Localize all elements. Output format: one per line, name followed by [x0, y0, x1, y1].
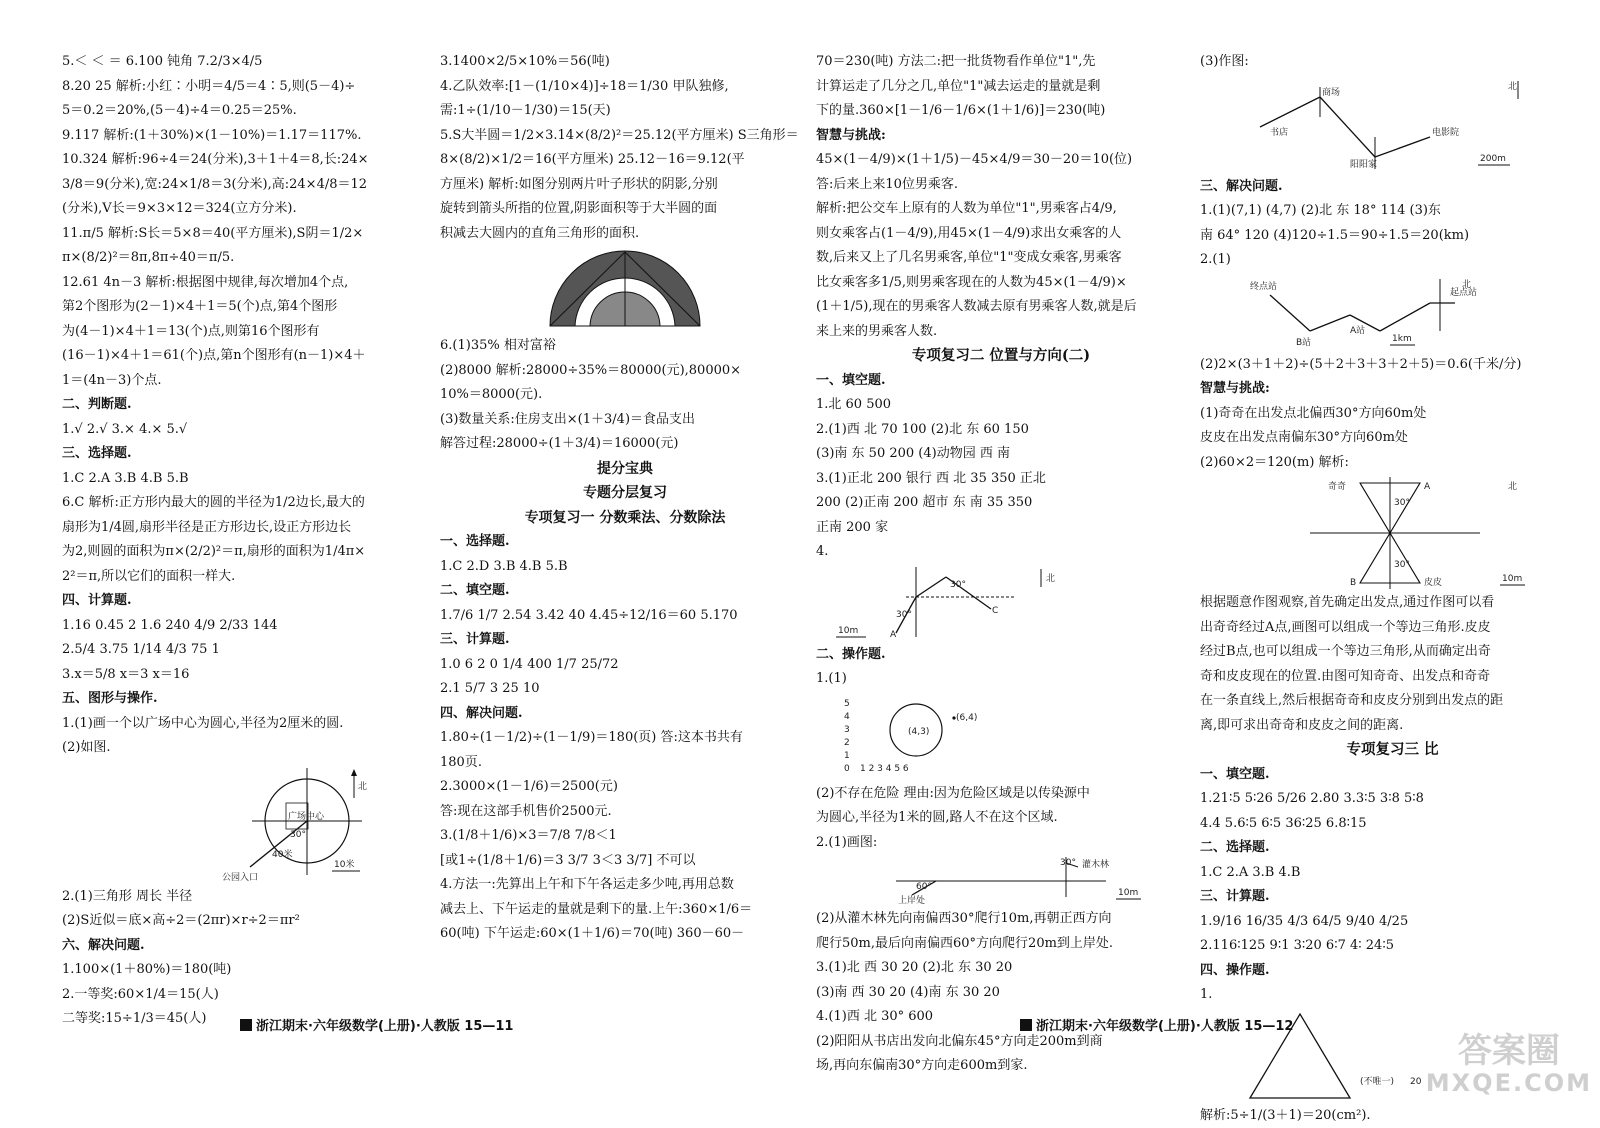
answer-line: 2.3000×(1－1/6)＝2500(元)	[440, 775, 810, 800]
footer-square-icon	[1020, 1019, 1032, 1031]
answer-line: 1.	[1200, 983, 1585, 1008]
answer-line: 三、选择题.	[62, 442, 432, 467]
answer-line: 南 64° 120 (4)120÷1.5＝90÷1.5＝20(km)	[1200, 224, 1585, 249]
left-column-2	[440, 50, 810, 947]
right-column-2	[1200, 50, 1585, 1128]
answer-line: (2)2×(3＋1＋2)÷(5＋2＋3＋3＋2＋5)＝0.6(千米/分)	[1200, 353, 1585, 378]
angle-2-label: 30°	[1394, 560, 1410, 570]
answer-line: 1.√ 2.√ 3.× 4.× 5.√	[62, 418, 432, 443]
footer-square-icon	[240, 1019, 252, 1031]
answer-line: (2)从灌木林先向南偏西30°爬行10m,再朝正西方向	[816, 907, 1186, 932]
answer-line: 12.61 4n－3 解析:根据图中规律,每次增加4个点,	[62, 271, 432, 296]
answer-line: 1.C 2.D 3.B 4.B 5.B	[440, 555, 810, 580]
answer-line: π×(8/2)²＝8π,8π÷40＝π/5.	[62, 246, 432, 271]
answer-line: 计算运走了几分之几,单位"1"减去运走的量就是剩	[816, 75, 1186, 100]
answer-line: 1.7/6 1/7 2.54 3.42 40 4.45÷12/16＝60 5.170	[440, 604, 810, 629]
answer-line: 一、填空题.	[816, 369, 1186, 394]
answer-line: 比女乘客多1/5,则男乘客现在的人数为45×(1－4/9)×	[816, 271, 1186, 296]
answer-line: (2)不存在危险 理由:因为危险区域是以传染源中	[816, 782, 1186, 807]
answer-line: 积减去大圆内的直角三角形的面积.	[440, 222, 810, 247]
answer-line: 2.116∶125 9∶1 3∶20 6∶7 4∶ 24∶5	[1200, 934, 1585, 959]
answer-line: (3)数量关系:住房支出×(1＋3/4)＝食品支出	[440, 408, 810, 433]
answer-line: 11.π/5 解析:S长＝5×8＝40(平方厘米),S阴＝1/2×	[62, 222, 432, 247]
answer-line: 三、解决问题.	[1200, 175, 1585, 200]
answer-line: 根据题意作图观察,首先确定出发点,通过作图可以看	[1200, 591, 1585, 616]
answer-line: 五、图形与操作.	[62, 687, 432, 712]
answer-line: 10.324 解析:96÷4＝24(分米),3＋1＋4＝8,长:24×	[62, 148, 432, 173]
answer-line: 一、填空题.	[1200, 763, 1585, 788]
mall-label: 商场	[1322, 86, 1340, 98]
ytick-5: 5	[844, 699, 850, 709]
right-footer	[1020, 1015, 1293, 1034]
direction-figure-4	[816, 567, 1186, 641]
answers-block-2c	[440, 530, 810, 947]
xticks: 1 2 3 4 5 6	[860, 764, 909, 774]
shore-figure	[816, 857, 1186, 905]
scale-label: 200m	[1480, 154, 1506, 164]
value-label: 20	[1410, 1077, 1422, 1087]
answer-line: 四、解决问题.	[440, 702, 810, 727]
bus-figure	[1200, 275, 1585, 351]
answer-line: 为2,则圆的面积为π×(2/2)²＝π,扇形的面积为1/4π×	[62, 540, 432, 565]
answer-line: 8.20 25 解析:小红∶小明＝4/5＝4∶5,则(5－4)÷	[62, 75, 432, 100]
pipi-label: 皮皮	[1424, 576, 1442, 588]
left-footer	[240, 1015, 513, 1034]
answer-line: 四、操作题.	[1200, 959, 1585, 984]
section-title-tifen: 提分宝典	[440, 457, 810, 482]
answers-block-4a	[1200, 50, 1585, 75]
angle-30-label: 30°	[1060, 858, 1076, 868]
answer-line: 180页.	[440, 751, 810, 776]
qiqi-label: 奇奇	[1328, 480, 1346, 492]
point-b-label: B	[1350, 578, 1356, 588]
answer-line: 200 (2)正南 200 超市 东 南 35 350	[816, 491, 1186, 516]
plaza-center-label: 广场中心	[288, 810, 325, 822]
answer-line: 皮皮在出发点南偏东30°方向60m处	[1200, 426, 1585, 451]
answer-line: 1.C 2.A 3.B 4.B 5.B	[62, 467, 432, 492]
answer-line: 在一条直线上,然后根据奇奇和皮皮分别到出发点的距	[1200, 689, 1585, 714]
answers-block-4d	[1200, 591, 1585, 738]
answer-line: 1.16 0.45 2 1.6 240 4/9 2/33 144	[62, 614, 432, 639]
scale-label: 10m	[838, 626, 858, 636]
north-label: 北	[358, 780, 367, 792]
answer-line: 2.(1)	[1200, 248, 1585, 273]
answer-line: 1.9/16 16/35 4/3 64/5 9/40 4/25	[1200, 910, 1585, 935]
answer-line: 第2个图形为(2－1)×4＋1＝5(个)点,第4个图形	[62, 295, 432, 320]
answer-line: 二、操作题.	[816, 643, 1186, 668]
answer-line: 答:后来上来10位男乘客.	[816, 173, 1186, 198]
point-c-label: C	[992, 606, 998, 616]
leaves-figure	[440, 248, 810, 332]
answer-line: 数,后来又上了几名男乘客,单位"1"变成女乘客,男乘客	[816, 246, 1186, 271]
cinema-figure	[1200, 77, 1585, 173]
answer-line: 3.1400×2/5×10%＝56(吨)	[440, 50, 810, 75]
answer-line: 2.(1)三角形 周长 半径	[62, 885, 432, 910]
answer-line: 4.	[816, 540, 1186, 565]
answer-line: 4.方法一:先算出上午和下午各运走多少吨,再用总数	[440, 873, 810, 898]
triangle-explanation: 解析:5÷1/(3＋1)＝20(cm²).	[1200, 1104, 1585, 1128]
scale-label: 10m	[1118, 888, 1138, 898]
answers-block-2	[440, 50, 810, 246]
answer-line: 下的量.360×[1－1/6－1/6×(1＋1/6)]＝230(吨)	[816, 99, 1186, 124]
section-title-layered: 专题分层复习	[440, 481, 810, 506]
bush-label: 灌木林	[1082, 858, 1109, 870]
answer-line: (分米),V长＝9×3×12＝324(立方分米).	[62, 197, 432, 222]
answer-line: 来上来的男乘客人数.	[816, 320, 1186, 345]
answer-line: 2.1 5/7 3 25 10	[440, 677, 810, 702]
angle-1-label: 30°	[896, 610, 912, 620]
section-title-review-3: 专项复习三 比	[1200, 738, 1585, 763]
scale-label: 10米	[334, 858, 354, 870]
answer-line: (16－1)×4＋1＝61(个)点,第n个图形有(n－1)×4＋	[62, 344, 432, 369]
answers-block-3c	[816, 643, 1186, 692]
answers-block-4c	[1200, 353, 1585, 476]
answer-line: 2²＝π,所以它们的面积一样大.	[62, 565, 432, 590]
answer-line: [或1÷(1/8＋1/6)＝3 3/7 3＜3 3/7] 不可以	[440, 849, 810, 874]
footer-text: 浙江期末·六年级数学(上册)·人教版 15—12	[1036, 1019, 1293, 1034]
answers-block-4b	[1200, 175, 1585, 273]
answer-line: 1＝(4n－3)个点.	[62, 369, 432, 394]
shore-label: 上岸处	[898, 894, 925, 905]
answer-line: 2.(1)西 北 70 100 (2)北 东 60 150	[816, 418, 1186, 443]
answer-line: (3)南 东 50 200 (4)动物园 西 南	[816, 442, 1186, 467]
ytick-3: 3	[844, 725, 850, 735]
answers-block-3b	[816, 369, 1186, 565]
answer-line: 45×(1－4/9)×(1＋1/5)－45×4/9＝30－20＝10(位)	[816, 148, 1186, 173]
answer-line: 奇和皮皮现在的位置.由图可知奇奇、出发点和奇奇	[1200, 665, 1585, 690]
answer-line: (2)如图.	[62, 736, 432, 761]
answer-line: 6.C 解析:正方形内最大的圆的半径为1/2边长,最大的	[62, 491, 432, 516]
plaza-figure	[62, 763, 432, 883]
answer-line: 解答过程:28000÷(1＋3/4)＝16000(元)	[440, 432, 810, 457]
answer-line: 需:1÷(1/10－1/30)＝15(天)	[440, 99, 810, 124]
scale-label: 1km	[1392, 334, 1412, 344]
answer-line: 四、计算题.	[62, 589, 432, 614]
answer-line: 三、计算题.	[440, 628, 810, 653]
north-label: 北	[1046, 572, 1055, 584]
footer-text: 浙江期末·六年级数学(上册)·人教版 15—11	[256, 1019, 513, 1034]
answer-line: 场,再向东偏南30°方向走600m到家.	[816, 1054, 1186, 1079]
answer-line: 旋转到箭头所指的位置,阴影面积等于大半圆的面	[440, 197, 810, 222]
answers-block-3e	[816, 907, 1186, 1079]
station-b-label: B站	[1296, 336, 1311, 348]
answer-line: 3.(1/8＋1/6)×3＝7/8 7/8＜1	[440, 824, 810, 849]
station-a-label: A站	[1350, 324, 1365, 336]
answer-line: (3)南 西 30 20 (4)南 东 30 20	[816, 981, 1186, 1006]
answer-line: 为圆心,半径为1米的圆,路人不在这个区域.	[816, 806, 1186, 831]
answer-line: 减去上、下午运走的量就是剩下的量.上午:360×1/6＝	[440, 898, 810, 923]
answer-line: 4.(1)西 北 30° 600	[816, 1005, 1186, 1030]
grid-figure	[816, 694, 1186, 780]
answer-line: 答:现在这部手机售价2500元.	[440, 800, 810, 825]
answer-line: 1.(1)(7,1) (4,7) (2)北 东 18° 114 (3)东	[1200, 199, 1585, 224]
answer-line: 方厘米) 解析:如图分别两片叶子形状的阴影,分别	[440, 173, 810, 198]
answer-line: 2.(1)画图:	[816, 831, 1186, 856]
answers-block-1	[62, 50, 432, 761]
answer-line: 5.S大半圆＝1/2×3.14×(8/2)²＝25.12(平方厘米) S三角形＝	[440, 124, 810, 149]
ytick-4: 4	[844, 712, 850, 722]
answer-line: 解析:把公交车上原有的人数为单位"1",男乘客占4/9,	[816, 197, 1186, 222]
answer-line: 智慧与挑战:	[1200, 377, 1585, 402]
section-title-review-1: 专项复习一 分数乘法、分数除法	[440, 506, 810, 531]
answer-line: 6.(1)35% 相对富裕	[440, 334, 810, 359]
answer-line: 10%＝8000(元).	[440, 383, 810, 408]
answer-line: 爬行50m,最后向南偏西60°方向爬行20m到上岸处.	[816, 932, 1186, 957]
note-label: (不唯一)	[1360, 1075, 1394, 1087]
answer-line: 二、选择题.	[1200, 836, 1585, 861]
answer-line: 离,即可求出奇奇和皮皮之间的距离.	[1200, 714, 1585, 739]
left-column-1	[62, 50, 432, 1032]
bookstore-label: 书店	[1270, 126, 1288, 138]
angle-60-label: 60°	[916, 882, 932, 892]
answer-line: 二、判断题.	[62, 393, 432, 418]
answer-line: 为(4－1)×4＋1＝13(个)点,则第16个图形有	[62, 320, 432, 345]
answer-line: 一、选择题.	[440, 530, 810, 555]
north-label: 北	[1462, 278, 1471, 290]
answers-block-1b	[62, 885, 432, 1032]
cinema-label: 电影院	[1432, 126, 1459, 138]
answer-line: 扇形为1/4圆,扇形半径是正方形边长,设正方形边长	[62, 516, 432, 541]
answers-block-3d	[816, 782, 1186, 856]
right-column-1	[816, 50, 1186, 1079]
hourglass-figure	[1200, 477, 1585, 589]
answer-line: 正南 200 家	[816, 516, 1186, 541]
point-4-3-label: (4,3)	[908, 727, 929, 737]
park-gate-label: 公园入口	[222, 871, 258, 883]
answer-line: 2.一等奖:60×1/4＝15(人)	[62, 983, 432, 1008]
answer-line: 3/8＝9(分米),宽:24×1/8＝3(分米),高:24×4/8＝12	[62, 173, 432, 198]
answer-line: 1.(1)画一个以广场中心为圆心,半径为2厘米的圆.	[62, 712, 432, 737]
north-label: 北	[1508, 80, 1517, 92]
answer-line: 3.(1)北 西 30 20 (2)北 东 30 20	[816, 956, 1186, 981]
answer-line: 4.乙队效率:[1－(1/10×4)]÷18＝1/30 甲队独修,	[440, 75, 810, 100]
answer-line: 1.北 60 500	[816, 393, 1186, 418]
answer-line: 1.(1)	[816, 667, 1186, 692]
answer-line: 二、填空题.	[440, 579, 810, 604]
terminal-label: 终点站	[1250, 280, 1277, 292]
answers-block-3	[816, 50, 1186, 344]
ytick-1: 1	[844, 751, 850, 761]
answer-line: 六、解决问题.	[62, 934, 432, 959]
answer-line: 8×(8/2)×1/2＝16(平方厘米) 25.12－16＝9.12(平	[440, 148, 810, 173]
answer-line: 3.(1)正北 200 银行 西 北 35 350 正北	[816, 467, 1186, 492]
answer-line: 二等奖:15÷1/3＝45(人)	[62, 1007, 432, 1032]
dist-label: 40米	[272, 848, 292, 860]
answer-line: 9.117 解析:(1＋30%)×(1－10%)＝1.17＝117%.	[62, 124, 432, 149]
start-label: 起点站	[1450, 286, 1477, 298]
answer-line: (2)8000 解析:28000÷35%＝80000(元),80000×	[440, 359, 810, 384]
answer-line: 三、计算题.	[1200, 885, 1585, 910]
right-page	[800, 50, 1600, 1050]
ytick-0: 0	[844, 764, 850, 774]
answer-line: 则女乘客占(1－4/9),用45×(1－4/9)求出女乘客的人	[816, 222, 1186, 247]
north-label: 北	[1508, 480, 1517, 492]
answer-line: 1.0 6 2 0 1/4 400 1/7 25/72	[440, 653, 810, 678]
watermark-logo-text: 答案圈	[1426, 1033, 1592, 1069]
angle-1-label: 30°	[1394, 498, 1410, 508]
answer-line: (2)S近似＝底×高÷2＝(2πr)×r÷2＝πr²	[62, 909, 432, 934]
watermark-url: MXQE.COM	[1426, 1069, 1592, 1097]
answers-block-2b	[440, 334, 810, 457]
answer-line: (2)阳阳从书店出发向北偏东45°方向走200m到商	[816, 1030, 1186, 1055]
answers-block-4e	[1200, 763, 1585, 1008]
answer-line: 1.100×(1＋80%)＝180(吨)	[62, 958, 432, 983]
answer-line: 1.21∶5 5∶26 5/26 2.80 3.3∶5 3∶8 5∶8	[1200, 787, 1585, 812]
answer-line: 1.C 2.A 3.B 4.B	[1200, 861, 1585, 886]
answer-line: 2.5/4 3.75 1/14 4/3 75 1	[62, 638, 432, 663]
scale-label: 10m	[1502, 574, 1522, 584]
answer-line: 3.x＝5/8 x＝3 x＝16	[62, 663, 432, 688]
answer-line: 出奇奇经过A点,画图可以组成一个等边三角形.皮皮	[1200, 616, 1585, 641]
left-page	[0, 50, 800, 1050]
answer-line: 70＝230(吨) 方法二:把一批货物看作单位"1",先	[816, 50, 1186, 75]
answer-line: (1)奇奇在出发点北偏西30°方向60m处	[1200, 402, 1585, 427]
home-label: 阳阳家	[1350, 158, 1377, 170]
point-a-label: A	[890, 630, 897, 640]
answer-line: 5＝0.2＝20%,(5－4)÷4＝0.25＝25%.	[62, 99, 432, 124]
answer-line: (1＋1/5),现在的男乘客人数减去原有男乘客人数,就是后	[816, 295, 1186, 320]
watermark	[1426, 1033, 1592, 1097]
angle-label: 30°	[290, 830, 306, 840]
answer-line: 经过B点,也可以组成一个等边三角形,从而确定出奇	[1200, 640, 1585, 665]
ytick-2: 2	[844, 738, 850, 748]
answer-line: (3)作图:	[1200, 50, 1585, 75]
point-6-4-label: (6,4)	[956, 713, 977, 723]
answer-line: 60(吨) 下午运走:60×(1＋1/6)＝70(吨) 360－60－	[440, 922, 810, 947]
answer-line: 智慧与挑战:	[816, 124, 1186, 149]
answer-line: 5.＜ ＜ ＝ 6.100 钝角 7.2/3×4/5	[62, 50, 432, 75]
angle-2-label: 30°	[950, 580, 966, 590]
answer-line: (2)60×2＝120(m) 解析:	[1200, 451, 1585, 476]
point-a-label: A	[1424, 482, 1431, 492]
answer-line: 1.80÷(1－1/2)÷(1－1/9)＝180(页) 答:这本书共有	[440, 726, 810, 751]
answer-line: 4.4 5.6∶5 6∶5 36∶25 6.8∶15	[1200, 812, 1585, 837]
section-title-review-2: 专项复习二 位置与方向(二)	[816, 344, 1186, 369]
